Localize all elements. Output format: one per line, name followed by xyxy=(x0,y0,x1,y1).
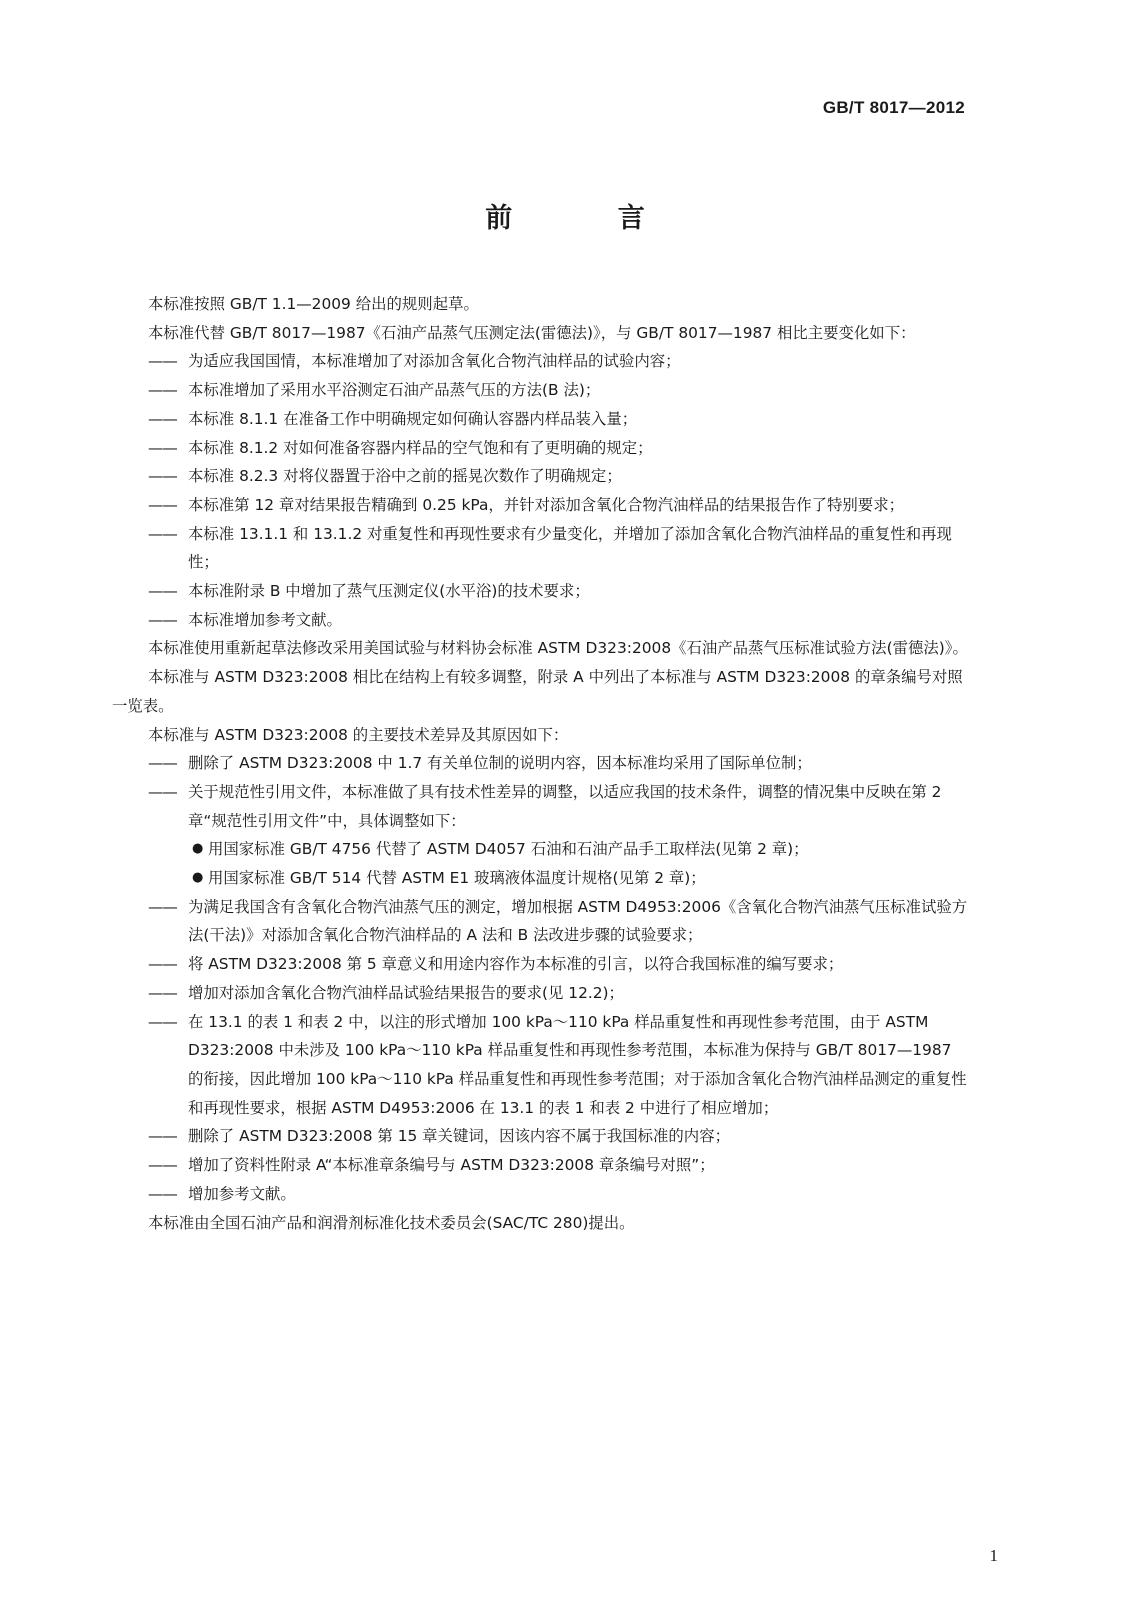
dash-marker: —— xyxy=(148,352,177,371)
dash-marker: —— xyxy=(148,438,177,457)
dash-list-item xyxy=(112,491,970,520)
list-item-text: 本标准 8.1.2 对如何准备容器内样品的空气饱和有了更明确的规定； xyxy=(188,438,653,457)
list-item-text: 本标准 8.2.3 对将仪器置于浴中之前的摇晃次数作了明确规定； xyxy=(188,467,622,486)
paragraph: 本标准代替 GB/T 8017—1987《石油产品蒸气压测定法(雷德法)》，与 GB/T 8017—1987 相比主要变化如下： xyxy=(148,323,916,342)
paragraph: 本标准使用重新起草法修改采用美国试验与材料协会标准 ASTM D323:2008《石油产品蒸气压标准试验方法(雷德法)》。 xyxy=(148,639,968,658)
list-item-text: 本标准 13.1.1 和 13.1.2 对重复性和再现性要求有少量变化，并增加了添加含氧化合物汽油样品的重复性和再现性； xyxy=(188,524,952,572)
list-item-text: 本标准 8.1.1 在准备工作中明确规定如何确认容器内样品装入量； xyxy=(188,409,638,428)
dash-marker: —— xyxy=(148,1012,177,1031)
dash-marker: —— xyxy=(148,524,177,543)
list-item-text: 本标准增加了采用水平浴测定石油产品蒸气压的方法(B 法)； xyxy=(188,381,601,400)
dash-marker: —— xyxy=(148,467,177,486)
document-body xyxy=(112,290,970,1237)
dash-marker: —— xyxy=(148,782,177,801)
list-item-text: 为适应我国国情，本标准增加了对添加含氧化合物汽油样品的试验内容； xyxy=(188,352,681,371)
dash-list-item xyxy=(112,1008,970,1123)
list-item-text: 用国家标准 GB/T 514 代替 ASTM E1 玻璃液体温度计规格(见第 2 章)； xyxy=(208,869,706,888)
dash-list-item xyxy=(112,347,970,376)
dash-list-item xyxy=(112,520,970,577)
list-item-text: 增加对添加含氧化合物汽油样品试验结果报告的要求(见 12.2)； xyxy=(188,983,624,1002)
list-item-text: 用国家标准 GB/T 4756 代替了 ASTM D4057 石油和石油产品手工取样法(见第 2 章)； xyxy=(208,840,809,859)
dash-list-item xyxy=(112,778,970,835)
paragraph: 本标准与 ASTM D323:2008 相比在结构上有较多调整，附录 A 中列出了本标准与 ASTM D323:2008 的章条编号对照一览表。 xyxy=(112,668,963,715)
dash-marker: —— xyxy=(148,1184,177,1203)
dash-list-item xyxy=(112,749,970,778)
list-item-text: 本标准第 12 章对结果报告精确到 0.25 kPa，并针对添加含氧化合物汽油样品的结果报告作了特别要求； xyxy=(188,495,904,514)
list-item-text: 删除了 ASTM D323:2008 第 15 章关键词，因该内容不属于我国标准的内容； xyxy=(188,1127,730,1146)
paragraph: 本标准按照 GB/T 1.1—2009 给出的规则起草。 xyxy=(148,295,479,313)
dash-marker: —— xyxy=(148,582,177,601)
dash-list-item xyxy=(112,606,970,635)
list-item-text: 为满足我国含有含氧化合物汽油蒸气压的测定，增加根据 ASTM D4953:2006《含氧化合物汽油蒸气压标准试验方法(干法)》对添加含氧化合物汽油样品的 A 法和 B 法改进步骤的试验要求； xyxy=(188,897,968,945)
dash-list-item xyxy=(112,893,970,950)
dash-marker: —— xyxy=(148,495,177,514)
bullet-list-item xyxy=(112,835,970,864)
dash-list-item xyxy=(112,462,970,491)
list-item-text: 本标准增加参考文献。 xyxy=(188,610,342,629)
dash-marker: —— xyxy=(148,754,177,773)
dash-marker: —— xyxy=(148,1156,177,1175)
dash-marker: —— xyxy=(148,381,177,400)
dash-marker: —— xyxy=(148,897,177,916)
dash-list-item xyxy=(112,1151,970,1180)
dash-list-item xyxy=(112,434,970,463)
paragraph: 本标准与 ASTM D323:2008 的主要技术差异及其原因如下： xyxy=(148,725,569,744)
bullet-list-item xyxy=(112,864,970,893)
page-title: 前 言 xyxy=(485,203,693,234)
dash-marker: —— xyxy=(148,1127,177,1146)
list-item-text: 将 ASTM D323:2008 第 5 章意义和用途内容作为本标准的引言，以符合我国标准的编写要求； xyxy=(188,955,844,974)
standard-number: GB/T 8017—2012 xyxy=(822,98,965,117)
dash-list-item xyxy=(112,950,970,979)
list-item-text: 增加了资料性附录 A“本标准章条编号与 ASTM D323:2008 章条编号对照”； xyxy=(188,1156,715,1175)
dash-marker: —— xyxy=(148,409,177,428)
list-item-text: 关于规范性引用文件，本标准做了具有技术性差异的调整，以适应我国的技术条件，调整的情况集中反映在第 2 章“规范性引用文件”中，具体调整如下： xyxy=(188,782,942,830)
dash-list-item xyxy=(112,1122,970,1151)
paragraph: 本标准由全国石油产品和润滑剂标准化技术委员会(SAC/TC 280)提出。 xyxy=(148,1213,635,1232)
page-number: 1 xyxy=(989,1546,998,1565)
list-item-text: 本标准附录 B 中增加了蒸气压测定仪(水平浴)的技术要求； xyxy=(188,582,590,601)
dash-list-item xyxy=(112,405,970,434)
dash-marker: —— xyxy=(148,955,177,974)
dash-marker: —— xyxy=(148,610,177,629)
list-item-text: 删除了 ASTM D323:2008 中 1.7 有关单位制的说明内容，因本标准均采用了国际单位制； xyxy=(188,754,812,773)
dash-list-item xyxy=(112,1180,970,1209)
dash-list-item xyxy=(112,979,970,1008)
bullet-marker: ● xyxy=(192,870,204,886)
list-item-text: 增加参考文献。 xyxy=(188,1184,296,1203)
dash-list-item xyxy=(112,376,970,405)
list-item-text: 在 13.1 的表 1 和表 2 中，以注的形式增加 100 kPa～110 kPa 样品重复性和再现性参考范围，由于 ASTM D323:2008 中未涉及 100 kPa～110 kPa 样品重复性和再现性参考范围，本标准为保持与 GB/T 8017—1987 的衔接，因此增加 100 kPa～110 kPa 样品重复性和再现性参考范围；对于添加含氧化合物汽油样品测定的重复性和再现性要求，根据 ASTM D4953:2006 在 13.1 的表 1 和表 2 中进行了相应增加； xyxy=(188,1012,967,1117)
dash-marker: —— xyxy=(148,983,177,1002)
dash-list-item xyxy=(112,577,970,606)
bullet-marker: ● xyxy=(192,841,204,857)
